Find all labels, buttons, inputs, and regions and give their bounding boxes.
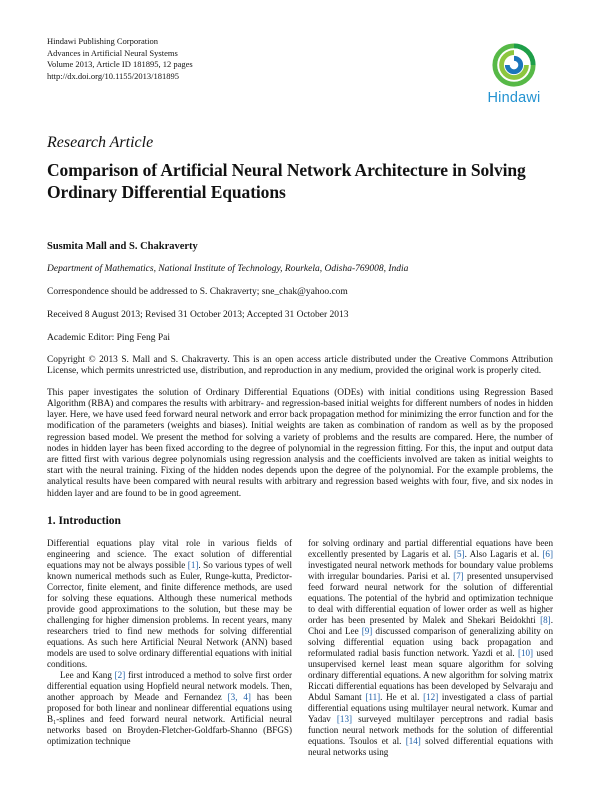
volume-line: Volume 2013, Article ID 181895, 12 pages — [47, 59, 193, 69]
introduction-heading: 1. Introduction — [47, 514, 121, 527]
copyright-paragraph: Copyright © 2013 S. Mall and S. Chakraverty. This is an open access article distributed under the Creative Commons Attribution License, which permits unrestricted use, distribution, and reproduction in any medium, provided the original work is properly cited. — [47, 355, 553, 377]
citation-link[interactable]: [8] — [540, 614, 551, 625]
doi-link[interactable]: http://dx.doi.org/10.1155/2013/181895 — [47, 70, 179, 81]
hindawi-wordmark: Hindawi — [487, 90, 541, 106]
publisher-block — [47, 36, 193, 82]
citation-link[interactable]: [9] — [361, 625, 373, 636]
citation-link[interactable]: [6] — [542, 548, 553, 559]
citation-link[interactable]: [13] — [336, 713, 353, 724]
citation-link[interactable]: [5] — [453, 548, 465, 559]
citation-link[interactable]: [2] — [114, 669, 126, 680]
citation-link[interactable]: [1] — [187, 559, 199, 570]
citation-link[interactable]: [12] — [423, 691, 439, 702]
intro-paragraph: for solving ordinary and partial differential equations have been excellently presented by Lagaris et al. [5]. Also Lagaris et al. [6] investigated neural network methods for boundary value problems with irregular boundaries. Parisi et al. [7] presented unsupervised feed forward neural network for the solution of differential equations. The potential of the hybrid and optimization technique to deal with differential equation of lower order as well as higher order has been presented by Malek and Shekari Beidokhti [8]. Choi and Lee [9] discussed comparison of generalizing ability on solving differential equation using back propagation and reformulated radial basis function network. Yazdi et al. [10] used unsupervised kernel least mean square algorithm for solving ordinary differential equations. A new algorithm for solving matrix Riccati differential equations has been developed by Selvaraju and Abdul Samant [11]. He et al. [12] investigated a class of partial differential equations using multilayer neural network. Kumar and Yadav [13] surveyed multilayer perceptrons and radial basis function neural network methods for the solution of differential equations. Tsoulos et al. [14] solved differential equations with neural networks using — [308, 537, 554, 757]
intro-paragraph: Differential equations play vital role in various fields of engineering and science. The exact solution of differential equations may not be always possible [1]. So various types of well known numerical methods such as Euler, Runge-kutta, Predictor-Corrector, finite element, and finite difference methods, are used for solving these equations. Although these numerical methods provide good approximations to the solution, but these may be challenging for higher dimension problems. In recent years, many researchers tried to find new methods for solving differential equations. As such here Artificial Neural Network (ANN) based models are used to solve ordinary differential equations with initial conditions. — [47, 537, 292, 669]
intro-column-left — [47, 538, 292, 758]
abstract-paragraph: This paper investigates the solution of Ordinary Differential Equations (ODEs) with initial conditions using Regression Based Algorithm (RBA) and compares the results with arbitrary- and regression-based initial weights for different numbers of nodes in hidden layer. Here, we have used feed forward neural network and error back propagation method for minimizing the error function and for the modification of the parameters (weights and biases). Initial weights are taken as combination of random as well as by the proposed regression based model. We present the method for solving a variety of problems and the results are compared. Here, the number of nodes in hidden layer has been fixed according to the degree of polynomial in the regression fitting. For this, the input and output data are fitted first with various degree polynomials using regression analysis and the coefficients involved are taken as initial weights to start with the neural training. Fixing of the hidden nodes depends upon the degree of the polynomial. For the example problems, the analytical results have been compared with neural results with arbitrary and regression based weights with four, five, and six nodes in hidden layer and are found to be in good agreement. — [47, 387, 553, 499]
history-line: Received 8 August 2013; Revised 31 October 2013; Accepted 31 October 2013 — [47, 310, 349, 320]
hindawi-logo — [479, 42, 549, 106]
masthead — [47, 36, 553, 106]
intro-columns — [47, 538, 553, 758]
affiliation-line: Department of Mathematics, National Institute of Technology, Rourkela, Odisha-769008, India — [47, 264, 409, 274]
citation-link[interactable]: [10] — [517, 647, 534, 658]
citation-link[interactable]: [14] — [405, 735, 421, 746]
article-type-label: Research Article — [47, 134, 154, 151]
correspondence-line: Correspondence should be addressed to S. Chakraverty; sne_chak@yahoo.com — [47, 287, 348, 297]
intro-column-right — [308, 538, 553, 758]
journal-line: Advances in Artificial Neural Systems — [47, 47, 178, 58]
authors-line: Susmita Mall and S. Chakraverty — [47, 241, 198, 252]
academic-editor-line: Academic Editor: Ping Feng Pai — [47, 333, 170, 343]
citation-link[interactable]: [11] — [365, 691, 381, 702]
intro-paragraph: Lee and Kang [2] first introduced a method to solve first order differential equation using Hopfield neural network models. Then, another approach by Meade and Fernandez [3, 4] has been proposed for both linear and nonlinear differential equations using B₁-splines and feed forward neural network. Artificial neural networks based on Broyden-Fletcher-Goldfarb-Shanno (BFGS) optimization technique — [47, 669, 292, 746]
page-title: Comparison of Artificial Neural Network Architecture in Solving Ordinary Differential Equations — [47, 160, 526, 202]
citation-link[interactable]: [7] — [453, 570, 464, 581]
publisher-line: Hindawi Publishing Corporation — [47, 36, 158, 46]
citation-link[interactable]: [3, 4] — [227, 691, 251, 702]
hindawi-logo-icon — [491, 42, 537, 88]
